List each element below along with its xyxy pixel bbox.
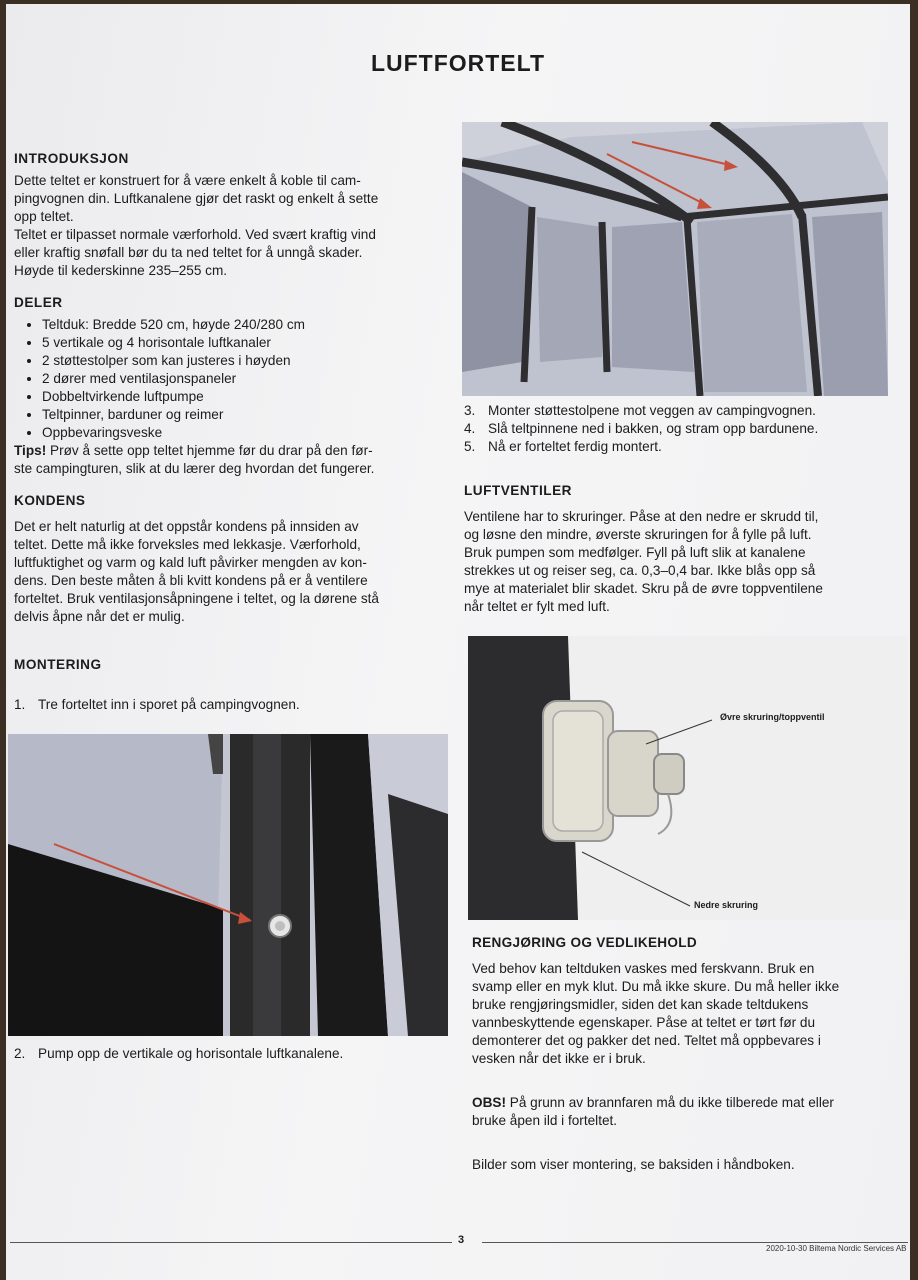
page-number: 3 — [458, 1234, 465, 1246]
obs-text: På grunn av brannfaren må du ikke tilberede mat eller — [505, 1095, 834, 1110]
kondens-line: dens. Den beste måten å bli kvitt kondens på er å ventilere — [14, 573, 368, 588]
intro-line: opp teltet. — [14, 209, 74, 224]
list-item: • Dobbeltvirkende luftpumpe — [42, 388, 454, 406]
kondens-line: forteltet. Bruk ventilasjonsåpningene i teltet, og la dørene stå — [14, 591, 379, 606]
rengjoring-line: Ved behov kan teltduken vaskes med ferskvann. Bruk en — [472, 961, 815, 976]
tips-label: Tips! — [14, 443, 47, 458]
obs-paragraph — [472, 1094, 910, 1112]
tips-paragraph — [14, 442, 454, 460]
montering-step-1 — [14, 696, 454, 714]
valve-photo — [468, 636, 908, 920]
step-text: Pump opp de vertikale og horisontale luftkanalene. — [38, 1046, 344, 1061]
tips-text: Prøv å sette opp teltet hjemme før du drar på den før- — [46, 443, 373, 458]
obs-label: OBS! — [472, 1095, 506, 1110]
left-column — [14, 150, 454, 714]
list-item: • 5 vertikale og 4 horisontale luftkanaler — [42, 334, 454, 352]
list-item: • Teltduk: Bredde 520 cm, høyde 240/280 cm — [42, 316, 454, 334]
kondens-line: teltet. Dette må ikke forveksles med lekkasje. Værforhold, — [14, 537, 361, 552]
deler-heading: DELER — [14, 295, 63, 310]
footer-rule-right — [482, 1242, 908, 1243]
tips-text-2: ste campingturen, slik at du lærer deg hvordan det fungerer. — [14, 461, 375, 476]
montering-steps-right — [464, 402, 910, 456]
luftventiler-line: og løsne den mindre, øverste skruringen for å fylle på luft. — [464, 527, 812, 542]
intro-heading: INTRODUKSJON — [14, 151, 129, 166]
rengjoring-line: vannbeskyttende egenskaper. Påse at teltet er tørt før du — [472, 1015, 816, 1030]
rengjoring-line: bruke rengjøringsmidler, siden det kan skade teltdukens — [472, 997, 809, 1012]
kondens-line: luftfuktighet og varm og kald luft påvirker mengden av kon- — [14, 555, 367, 570]
kondens-heading: KONDENS — [14, 493, 86, 508]
step-text: Slå teltpinnene ned i bakken, og stram opp bardunene. — [488, 421, 819, 436]
valve-label-bottom: Nedre skruring — [694, 900, 759, 910]
intro-line: pingvognen din. Luftkanalene gjør det raskt og enkelt å sette — [14, 191, 379, 206]
right-column-bottom — [472, 934, 910, 1174]
step-2-caption — [14, 1046, 343, 1061]
bilder-note: Bilder som viser montering, se baksiden i håndboken. — [472, 1157, 795, 1172]
kondens-line: delvis åpne når det er mulig. — [14, 609, 185, 624]
tent-valve-photo — [8, 734, 448, 1036]
obs-text-2: bruke åpen ild i forteltet. — [472, 1113, 618, 1128]
rengjoring-line: svamp eller en myk klut. Du må ikke skure. Du må heller ikke — [472, 979, 840, 994]
page-title: LUFTFORTELT — [370, 50, 546, 76]
step-text: Nå er forteltet ferdig montert. — [488, 439, 662, 454]
step-number: 5. — [464, 439, 476, 454]
list-item: • Oppbevaringsveske — [42, 424, 454, 442]
rengjoring-line: vesken når det ikke er i bruk. — [472, 1051, 646, 1066]
luftventiler-line: når teltet er fylt med luft. — [464, 599, 610, 614]
list-item: • Teltpinner, barduner og reimer — [42, 406, 454, 424]
intro-line: eller kraftig snøfall bør du ta ned teltet for å unngå skader. — [14, 245, 363, 260]
valve-label-top: Øvre skruring/toppventil — [720, 712, 825, 722]
footer-rule-left — [10, 1242, 452, 1243]
step-number: 3. — [464, 403, 476, 418]
manual-page — [6, 4, 910, 1280]
step-number: 1. — [14, 697, 26, 712]
step-text: Tre forteltet inn i sporet på campingvognen. — [38, 697, 300, 712]
footer-text: 2020-10-30 Biltema Nordic Services AB — [766, 1244, 907, 1253]
rengjoring-heading: RENGJØRING OG VEDLIKEHOLD — [472, 935, 698, 950]
step-number: 4. — [464, 421, 476, 436]
tent-interior-photo — [462, 122, 888, 396]
step-text: Monter støttestolpene mot veggen av campingvognen. — [488, 403, 816, 418]
deler-list — [14, 316, 454, 442]
luftventiler-line: mye at materialet blir skadet. Skru på de øvre toppventilene — [464, 581, 823, 596]
luftventiler-line: Ventilene har to skruringer. Påse at den nedre er skrudd til, — [464, 509, 819, 524]
luftventiler-heading: LUFTVENTILER — [464, 483, 572, 498]
step-number: 2. — [14, 1046, 26, 1061]
list-item: • 2 støttestolper som kan justeres i høyden — [42, 352, 454, 370]
intro-line: Teltet er tilpasset normale værforhold. Ved svært kraftig vind — [14, 227, 376, 242]
luftventiler-line: strekkes ut og reiser seg, ca. 0,3–0,4 bar. Ikke blås opp så — [464, 563, 816, 578]
right-column-top — [464, 402, 910, 616]
kondens-line: Det er helt naturlig at det oppstår kondens på innsiden av — [14, 519, 359, 534]
intro-line: Høyde til kederskinne 235–255 cm. — [14, 263, 228, 278]
montering-heading: MONTERING — [14, 657, 102, 672]
luftventiler-line: Bruk pumpen som medfølger. Fyll på luft slik at kanalene — [464, 545, 806, 560]
intro-line: Dette teltet er konstruert for å være enkelt å koble til cam- — [14, 173, 361, 188]
list-item: • 2 dører med ventilasjonspaneler — [42, 370, 454, 388]
rengjoring-line: demonterer det og pakker det ned. Teltet må oppbevares i — [472, 1033, 821, 1048]
